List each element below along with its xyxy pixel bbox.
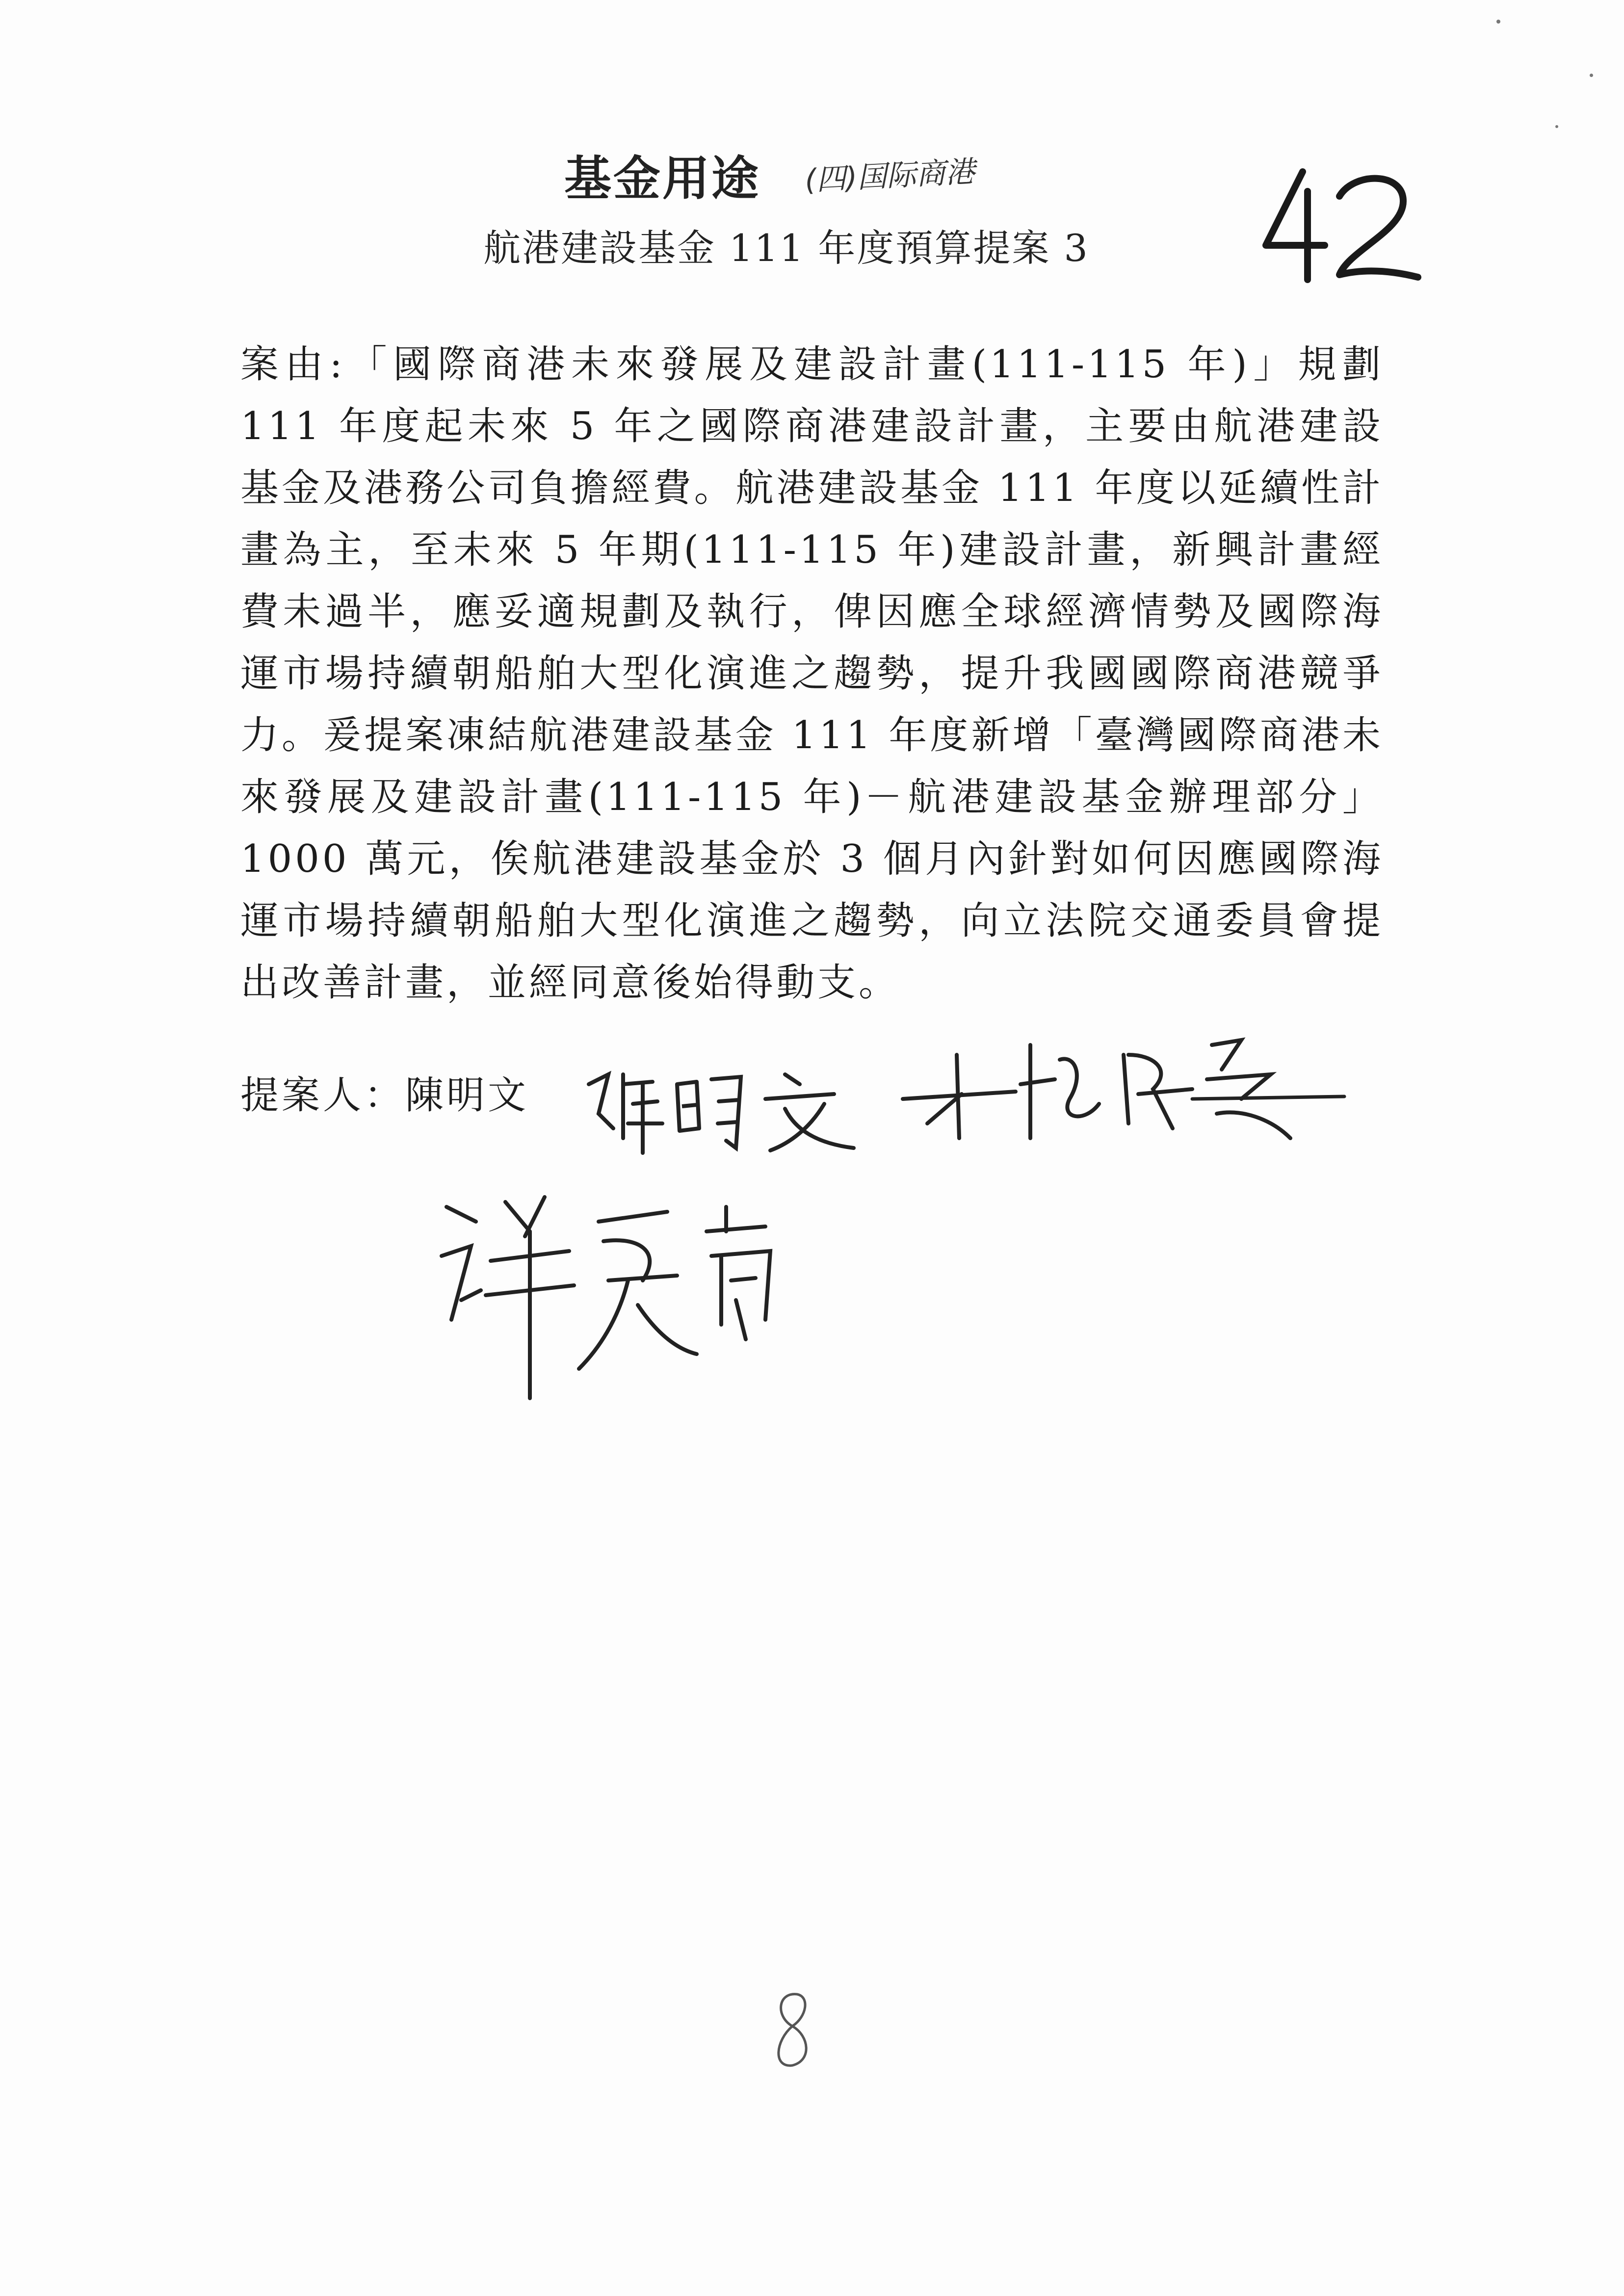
signature-1 (579, 1055, 873, 1163)
heading-row (564, 130, 975, 209)
scan-speck (1590, 74, 1593, 77)
proposal-reason-text: 案由:「國際商港未來發展及建設計畫(111-115 年)」規劃111 年度起未來 5 年之國際商港建設計畫，主要由航港建設基金及港務公司負擔經費。航港建設基金 111 年度以延續性計畫為主，至未來 5 年期(111-115 年)建設計畫，新興計畫經費未過半，應妥適規劃及執行，俾因應全球經濟情勢及國際海運市場持續朝船舶大型化演進之趨勢，提升我國國際商港競爭力。爰提案凍結航港建設基金 111 年度新增「臺灣國際商港未來發展及建設計畫(111-115 年)－航港建設基金辦理部分」1000 萬元，俟航港建設基金於 3 個月內針對如何因應國際海運市場持續朝船舶大型化演進之趨勢，向立法院交通委員會提出改善計畫，並經同意後始得動支。 (240, 342, 1384, 1005)
fund-heading: 基金用途 (564, 151, 760, 206)
handwritten-page-number (763, 1987, 822, 2070)
scan-speck (1496, 20, 1500, 24)
handwritten-number-mark (1256, 162, 1423, 289)
proposer-label: 提案人：陳明文 (240, 1073, 529, 1118)
signature-2 (898, 1025, 1349, 1153)
document-subtitle: 航港建設基金 111 年度預算提案 3 (483, 226, 1089, 270)
signature-3 (432, 1192, 785, 1418)
handwritten-category-note: (四)国际商港 (804, 154, 976, 198)
scan-speck (1555, 125, 1558, 128)
